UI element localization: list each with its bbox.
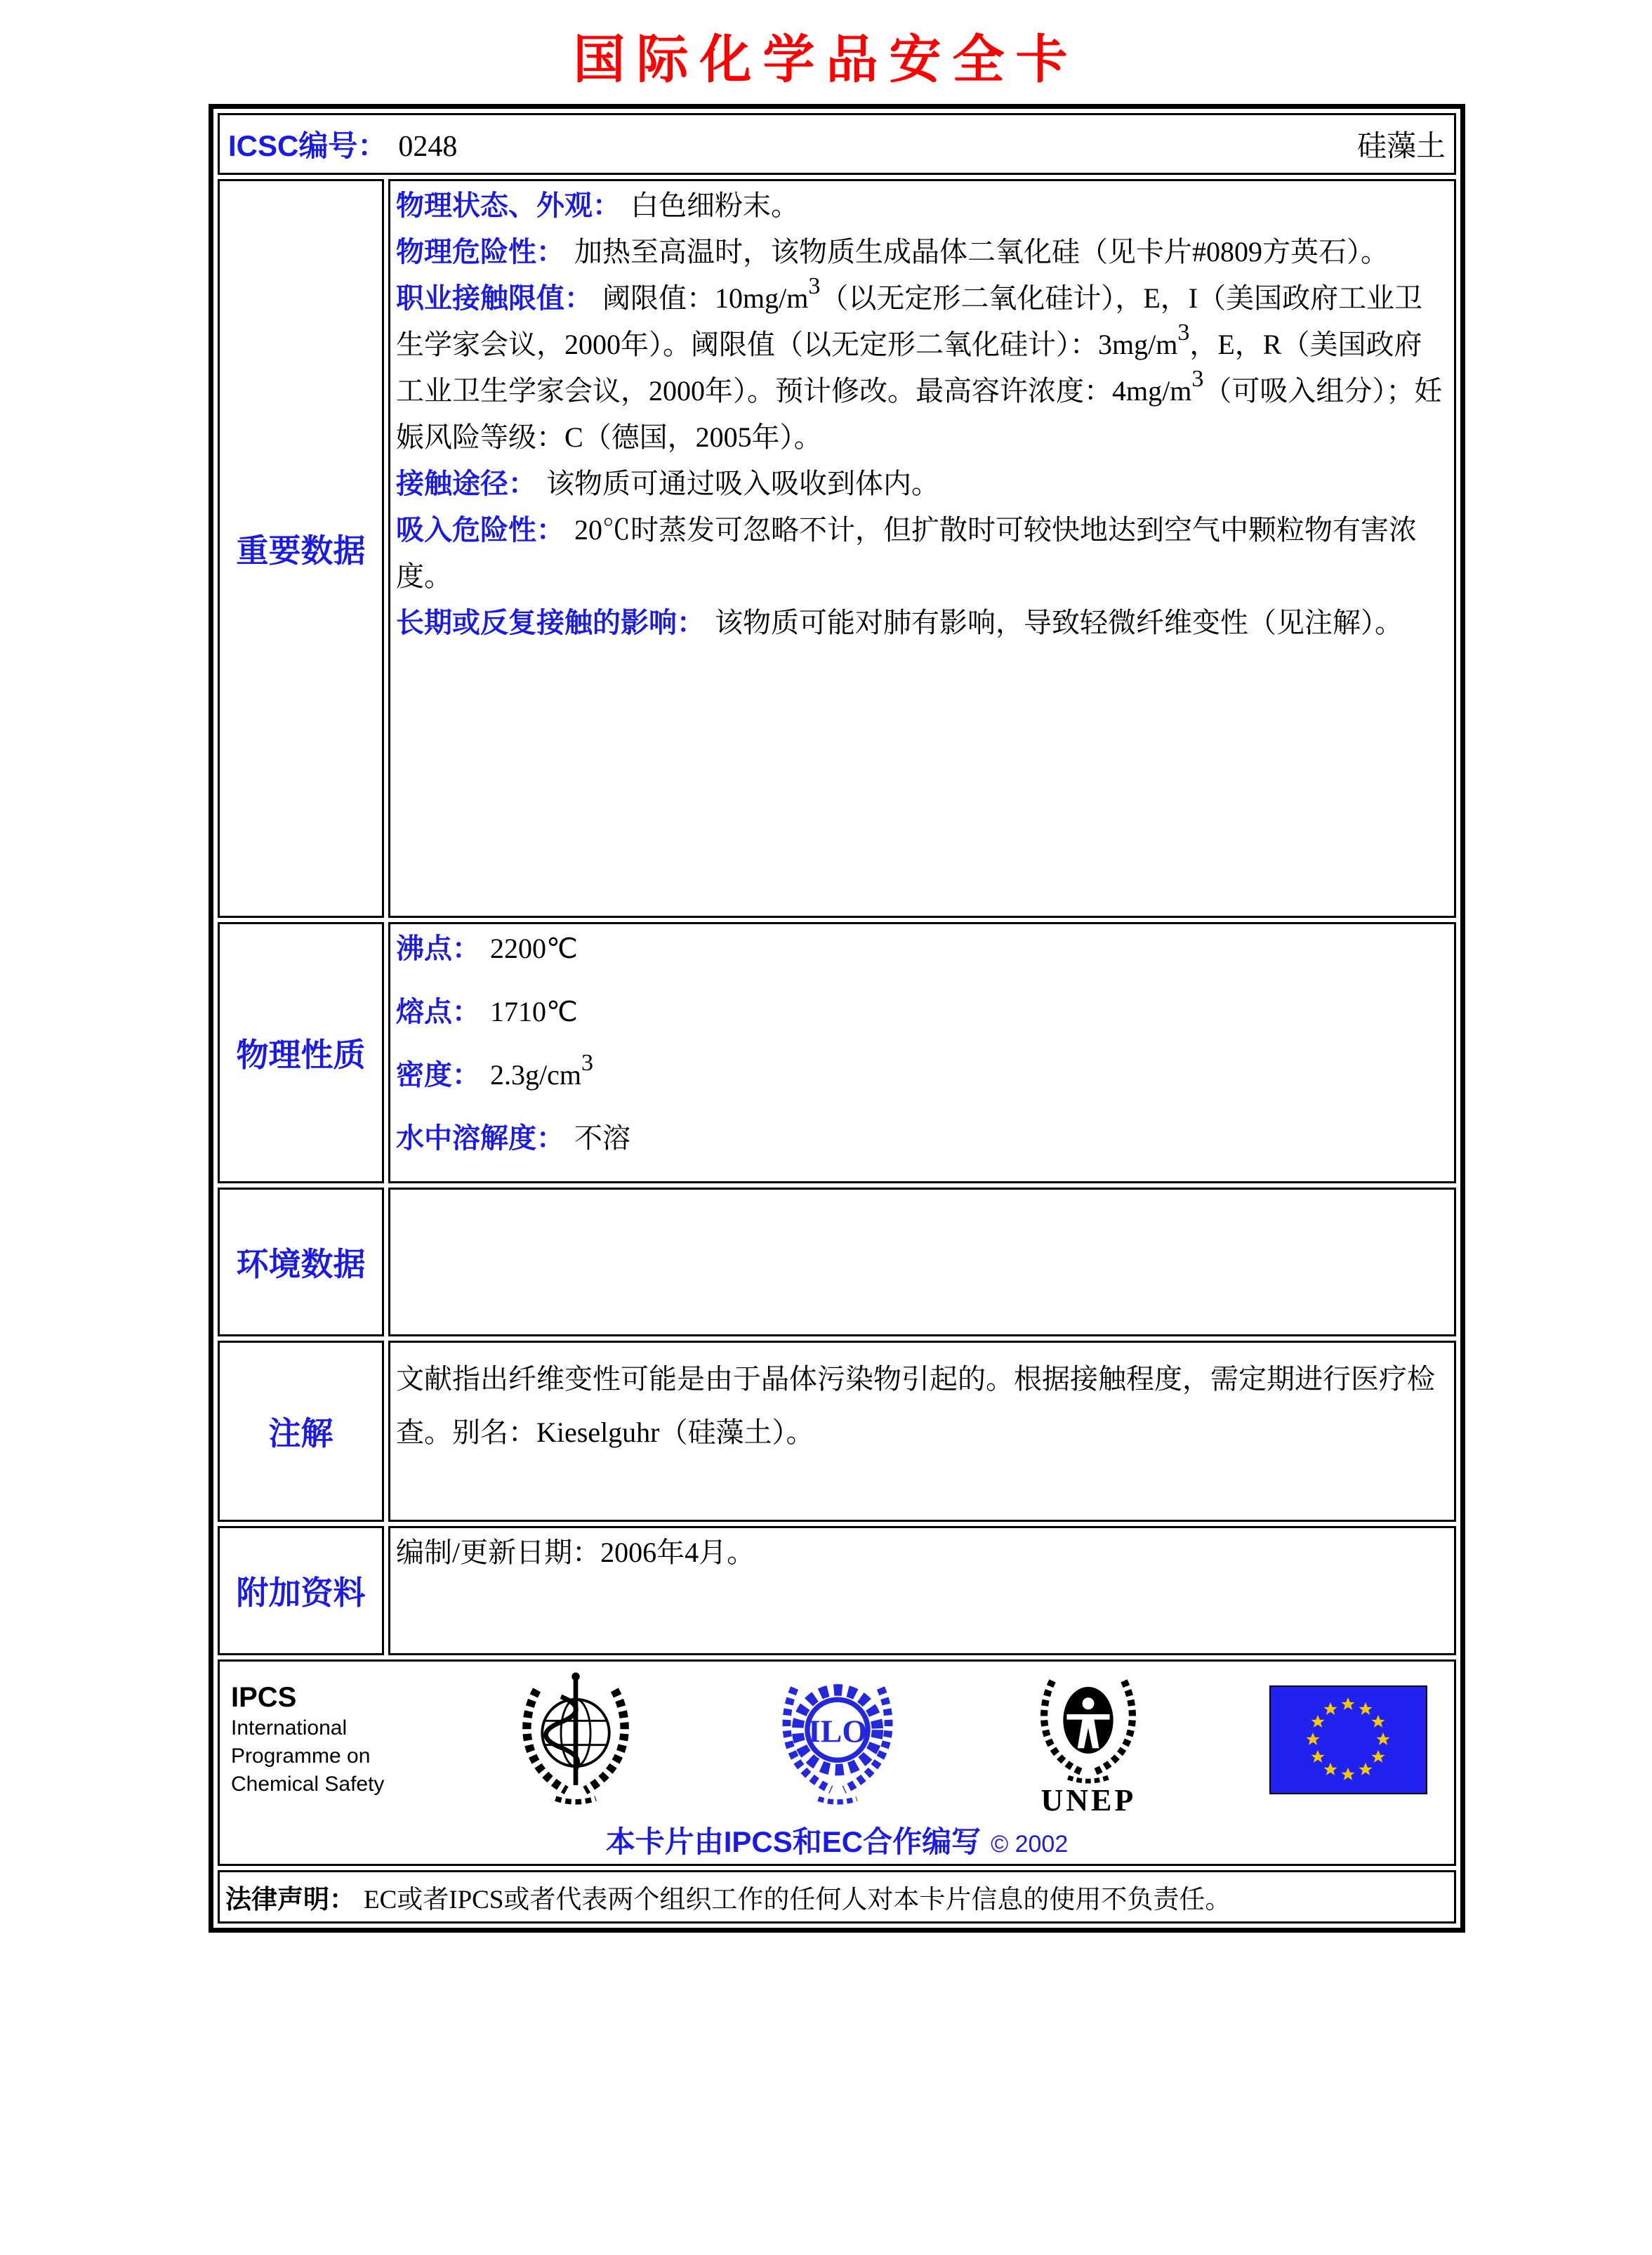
field-label: 水中溶解度：	[396, 1123, 564, 1154]
important-data-content	[388, 179, 1456, 918]
additional-info-content	[388, 1526, 1456, 1655]
ilo-monogram: ILO	[807, 1713, 867, 1749]
legal-row	[218, 1870, 1456, 1924]
unep-logo-icon	[1029, 1663, 1148, 1789]
icsc-number-value: 0248	[398, 131, 458, 163]
field-text: 1710℃	[490, 996, 578, 1027]
field-text: ，E，R（美国政府工业卫生学家会议，2000年）。预计修改。最高容许浓度：4mg/m	[396, 329, 1422, 407]
header-row	[218, 113, 1456, 175]
environmental-data-row	[218, 1188, 1456, 1336]
field-label: 物理危险性：	[396, 237, 564, 268]
logos-row	[218, 1659, 1456, 1866]
eu-flag-icon	[1269, 1685, 1427, 1794]
physical-properties-row	[218, 922, 1456, 1183]
important-item-physical-state	[396, 183, 1447, 229]
important-item-inhalation-risk	[396, 507, 1447, 600]
field-label: 接触途径：	[396, 468, 536, 499]
ilo-logo-icon	[767, 1662, 908, 1817]
physical-item-water-solubility	[396, 1115, 1447, 1162]
field-text: （可吸入组分）；妊娠风险等级：C（德国，2005年）。	[396, 375, 1443, 453]
important-data-row	[218, 179, 1456, 918]
chemical-name: 硅藻土	[1356, 131, 1446, 163]
field-label: 沸点：	[396, 933, 480, 964]
ipcs-line2: Programme on	[231, 1744, 371, 1768]
superscript: 3	[1177, 320, 1190, 346]
field-text: （以无定形二氧化硅计），E，I（美国政府工业卫生学家会议，2000年）。阈限值（以无定形二氧化硅计）：3mg/m	[396, 282, 1423, 360]
cooperation-caption-line	[220, 1819, 1454, 1861]
legal-text: EC或者IPCS或者代表两个组织工作的任何人对本卡片信息的使用不负责任。	[364, 1886, 1231, 1914]
ipcs-line1: International	[231, 1716, 348, 1740]
safety-card-table	[209, 104, 1465, 1933]
who-logo-icon	[505, 1666, 646, 1813]
section-label-additional-info: 附加资料	[218, 1526, 384, 1655]
section-label-important-data: 重要数据	[218, 179, 384, 918]
icsc-number-label: ICSC编号：	[228, 129, 388, 162]
important-item-physical-danger	[396, 229, 1447, 275]
page-title: 国际化学品安全卡	[573, 30, 1079, 88]
physical-item-boiling-point	[396, 926, 1447, 972]
environmental-data-content	[388, 1188, 1456, 1336]
section-label-physical-properties: 物理性质	[218, 922, 384, 1183]
physical-item-density	[396, 1052, 1447, 1098]
field-text: 该物质可通过吸入吸收到体内。	[546, 468, 939, 499]
field-text: 20℃时蒸发可忽略不计，但扩散时可较快地达到空气中颗粒物有害浓度。	[396, 514, 1417, 592]
field-label: 物理状态、外观：	[396, 190, 621, 221]
field-label: 长期或反复接触的影响：	[396, 607, 705, 638]
superscript: 3	[581, 1050, 593, 1076]
important-item-longterm-effects	[396, 600, 1447, 646]
important-item-exposure-routes	[396, 461, 1447, 507]
field-label: 吸入危险性：	[396, 515, 564, 546]
ipcs-text-block	[231, 1681, 384, 1799]
physical-properties-content	[388, 922, 1456, 1183]
icsc-number-group	[228, 123, 457, 165]
notes-row	[218, 1341, 1456, 1522]
additional-info-text: 编制/更新日期：2006年4月。	[396, 1537, 755, 1568]
additional-info-row	[218, 1526, 1456, 1655]
field-label: 密度：	[396, 1060, 480, 1091]
field-text: 2.3g/cm	[490, 1059, 581, 1091]
field-text: 加热至高温时，该物质生成晶体二氧化硅（见卡片#0809方英石）。	[574, 236, 1389, 268]
notes-text: 文献指出纤维变性可能是由于晶体污染物引起的。根据接触程度，需定期进行医疗检查。别名：Kieselguhr（硅藻土）。	[396, 1363, 1435, 1448]
physical-item-melting-point	[396, 989, 1447, 1035]
notes-content	[388, 1341, 1456, 1522]
field-text: 阈限值：10mg/m	[602, 282, 809, 314]
legal-label: 法律声明：	[225, 1885, 355, 1914]
superscript: 3	[1191, 366, 1204, 392]
superscript: 3	[808, 273, 821, 299]
unep-logo-block	[1029, 1663, 1148, 1816]
field-label: 熔点：	[396, 997, 480, 1027]
field-label: 职业接触限值：	[396, 283, 593, 314]
field-text: 白色细粉末。	[630, 190, 799, 221]
header-cell	[218, 113, 1456, 175]
section-label-environmental-data: 环境数据	[218, 1188, 384, 1336]
copyright-notice: © 2002	[991, 1831, 1069, 1858]
logos-cell	[218, 1659, 1456, 1866]
ipcs-line3: Chemical Safety	[231, 1773, 385, 1796]
unep-label: UNEP	[1040, 1783, 1137, 1817]
field-text: 2200℃	[490, 933, 578, 964]
cooperation-caption: 本卡片由IPCS和EC合作编写	[605, 1825, 982, 1858]
important-item-occupational-limits	[396, 275, 1447, 461]
section-label-notes: 注解	[218, 1341, 384, 1522]
ipcs-acronym: IPCS	[231, 1682, 297, 1713]
field-text: 不溶	[574, 1122, 630, 1154]
field-text: 该物质可能对肺有影响，导致轻微纤维变性（见注解）。	[715, 607, 1403, 638]
legal-cell	[218, 1870, 1456, 1924]
